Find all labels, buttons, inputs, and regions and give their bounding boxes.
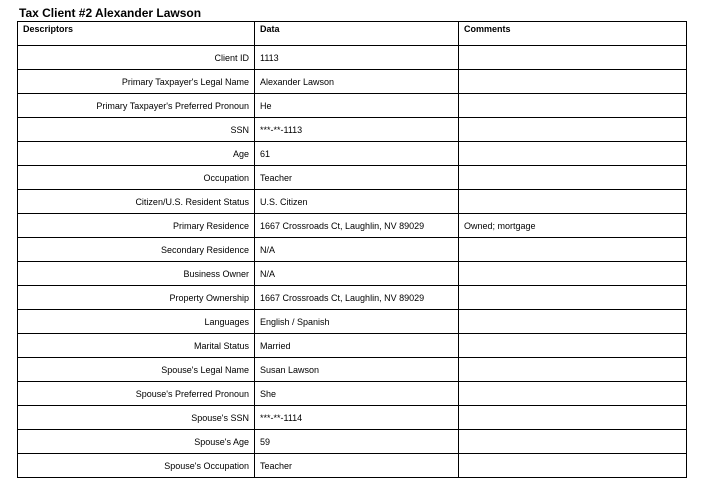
comment-cell — [459, 358, 687, 382]
comment-cell — [459, 382, 687, 406]
data-cell: N/A — [255, 238, 459, 262]
table-row — [18, 166, 687, 190]
data-cell: ***-**-1113 — [255, 118, 459, 142]
table-row — [18, 406, 687, 430]
table-row — [18, 214, 687, 238]
data-cell: He — [255, 94, 459, 118]
data-cell: N/A — [255, 262, 459, 286]
descriptor-cell: Languages — [18, 310, 255, 334]
descriptor-cell: Marital Status — [18, 334, 255, 358]
comment-cell — [459, 310, 687, 334]
table-row — [18, 334, 687, 358]
descriptor-cell: Primary Residence — [18, 214, 255, 238]
comment-cell — [459, 118, 687, 142]
descriptor-cell: Spouse's Age — [18, 430, 255, 454]
data-cell: 59 — [255, 430, 459, 454]
data-cell: Susan Lawson — [255, 358, 459, 382]
table-row — [18, 358, 687, 382]
descriptor-cell: Citizen/U.S. Resident Status — [18, 190, 255, 214]
data-cell: U.S. Citizen — [255, 190, 459, 214]
comment-cell — [459, 190, 687, 214]
comment-cell — [459, 262, 687, 286]
data-cell: Teacher — [255, 454, 459, 478]
table-row — [18, 262, 687, 286]
descriptor-cell: Primary Taxpayer's Preferred Pronoun — [18, 94, 255, 118]
data-cell: Married — [255, 334, 459, 358]
descriptor-cell: Spouse's Preferred Pronoun — [18, 382, 255, 406]
comment-cell — [459, 286, 687, 310]
comment-cell — [459, 454, 687, 478]
comment-cell — [459, 238, 687, 262]
descriptor-cell: Property Ownership — [18, 286, 255, 310]
client-info-table — [17, 21, 687, 478]
descriptor-cell: Secondary Residence — [18, 238, 255, 262]
table-row — [18, 454, 687, 478]
descriptor-cell: Business Owner — [18, 262, 255, 286]
comment-cell — [459, 94, 687, 118]
comment-cell — [459, 406, 687, 430]
comment-cell — [459, 166, 687, 190]
data-cell: Teacher — [255, 166, 459, 190]
table-row — [18, 238, 687, 262]
data-cell: She — [255, 382, 459, 406]
data-cell: 1667 Crossroads Ct, Laughlin, NV 89029 — [255, 214, 459, 238]
table-row — [18, 142, 687, 166]
comment-cell — [459, 334, 687, 358]
data-cell: English / Spanish — [255, 310, 459, 334]
comment-cell — [459, 70, 687, 94]
table-row — [18, 310, 687, 334]
descriptor-cell: Client ID — [18, 46, 255, 70]
table-row — [18, 286, 687, 310]
table-header-row — [18, 22, 687, 46]
table-row — [18, 70, 687, 94]
table-row — [18, 190, 687, 214]
table-row — [18, 118, 687, 142]
comment-cell — [459, 430, 687, 454]
descriptor-cell: Primary Taxpayer's Legal Name — [18, 70, 255, 94]
data-cell: 1113 — [255, 46, 459, 70]
document-title: Tax Client #2 Alexander Lawson — [19, 6, 202, 20]
descriptor-cell: Spouse's Occupation — [18, 454, 255, 478]
descriptor-cell: Spouse's Legal Name — [18, 358, 255, 382]
descriptor-cell: Spouse's SSN — [18, 406, 255, 430]
table-row — [18, 46, 687, 70]
descriptor-cell: Age — [18, 142, 255, 166]
descriptor-cell: SSN — [18, 118, 255, 142]
data-cell: Alexander Lawson — [255, 70, 459, 94]
header-data: Data — [255, 22, 459, 46]
header-descriptors: Descriptors — [18, 22, 255, 46]
comment-cell: Owned; mortgage — [459, 214, 687, 238]
data-cell: ***-**-1114 — [255, 406, 459, 430]
comment-cell — [459, 46, 687, 70]
table-row — [18, 382, 687, 406]
data-cell: 61 — [255, 142, 459, 166]
data-cell: 1667 Crossroads Ct, Laughlin, NV 89029 — [255, 286, 459, 310]
table-row — [18, 94, 687, 118]
descriptor-cell: Occupation — [18, 166, 255, 190]
table-row — [18, 430, 687, 454]
comment-cell — [459, 142, 687, 166]
header-comments: Comments — [459, 22, 687, 46]
